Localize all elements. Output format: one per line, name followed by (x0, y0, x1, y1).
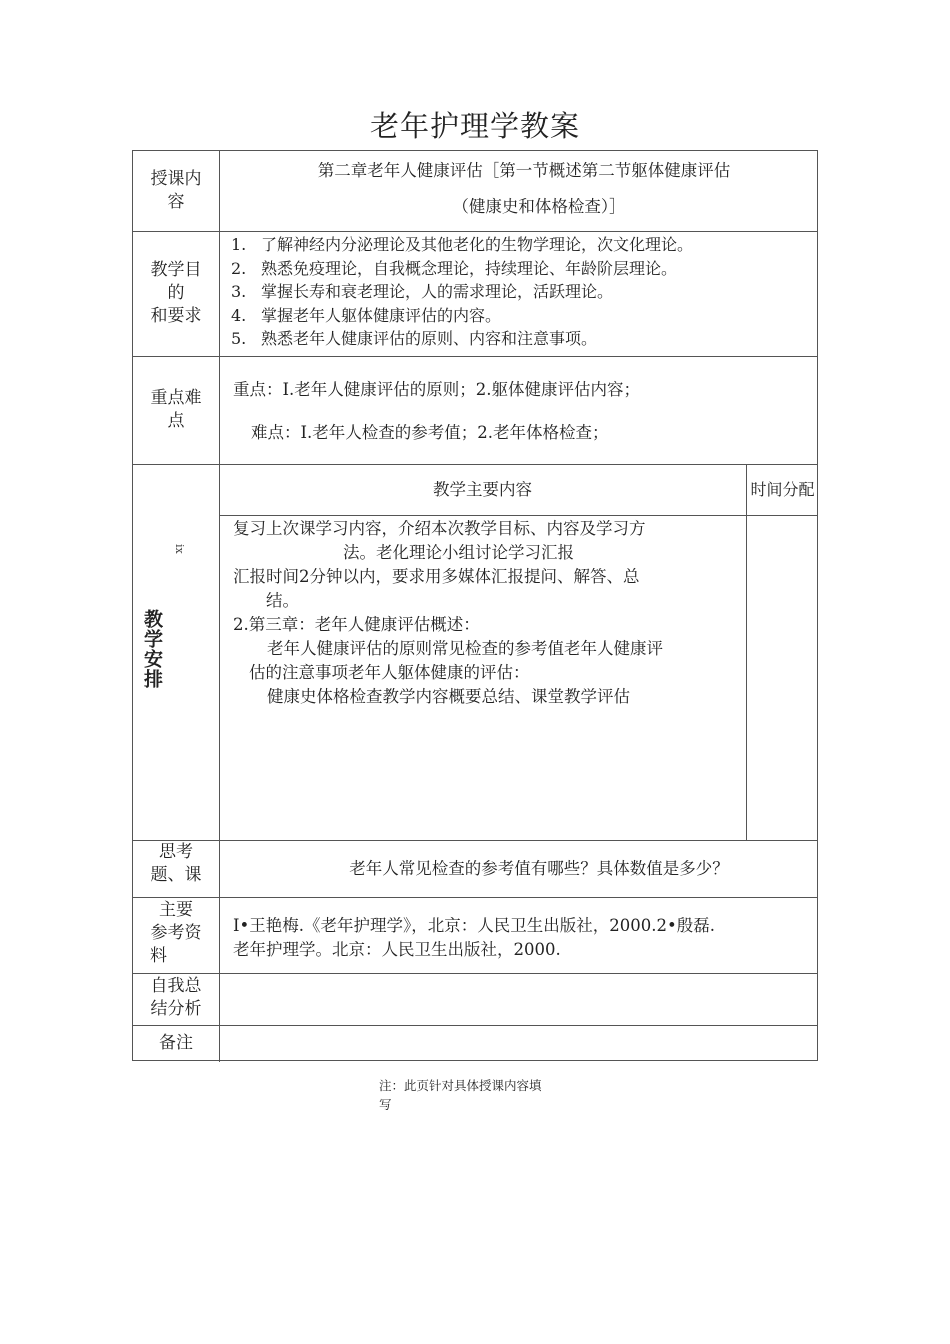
course-label-text: 授课内容 (150, 169, 202, 212)
self-summary-label-line-2: 结分析 (150, 999, 202, 1019)
arrangement-line: 汇报时间2分钟以内，要求用多媒体汇报提问、解答、总 (233, 567, 640, 586)
objective-text: 了解神经内分泌理论及其他老化的生物学理论，次文化理论。 (261, 235, 694, 254)
row-divider (133, 973, 817, 974)
objective-text: 掌握老年人躯体健康评估的内容。 (261, 305, 502, 325)
arrangement-line: 结。 (266, 591, 299, 610)
reference-line-2: 老年护理学。北京：人民卫生出版社，2000. (233, 940, 561, 959)
homework-question-text: 老年人常见检查的参考值有哪些？具体数值是多少？ (349, 858, 729, 878)
arrangement-line: 估的注意事项老年人躯体健康的评估： (249, 663, 530, 682)
time-header (746, 464, 819, 515)
objectives-label (133, 231, 219, 356)
references-label-line-2: 参考资 (150, 923, 202, 943)
row-divider (133, 897, 817, 898)
self-summary-label (133, 974, 219, 1025)
key-points-label (133, 356, 219, 464)
row-divider (133, 356, 817, 357)
time-column-divider (746, 464, 747, 840)
references-label-line-1: 主要 (159, 900, 193, 920)
footnote (379, 1076, 579, 1114)
objective-text: 掌握长寿和衰老理论，人的需求理论，活跃理论。 (261, 282, 614, 301)
course-line-2: （健康史和体格检查）］ (452, 197, 626, 216)
remarks-label-text: 备注 (159, 1032, 193, 1053)
references-label (133, 898, 219, 973)
row-divider (133, 1025, 817, 1026)
arrangement-label (133, 464, 219, 840)
row-divider (219, 515, 817, 516)
arrangement-line: 老年人健康评估的原则常见检查的参考值老年人健康评 (267, 639, 663, 658)
objective-number: 4. (231, 305, 247, 325)
homework-label (133, 840, 219, 897)
objective-number: 5. (231, 329, 247, 348)
arrangement-line: 法。老化理论小组讨论学习汇报 (343, 543, 574, 562)
objective-item (231, 280, 811, 304)
homework-question (219, 840, 819, 897)
arrangement-mark: ix (173, 544, 186, 554)
arrangement-line: 复习上次课学习内容，介绍本次教学目标、内容及学习方 (233, 519, 646, 538)
objective-text: 熟悉免疫理论，自我概念理论，持续理论、年龄阶层理论。 (261, 258, 678, 278)
objective-number: 1. (231, 235, 247, 254)
reference-line-1: I•王艳梅.《老年护理学》，北京：人民卫生出版社，2000.2•殷磊. (233, 916, 715, 935)
references-content (233, 914, 813, 962)
objective-number: 2. (231, 258, 247, 278)
objective-number: 3. (231, 282, 247, 301)
arrangement-line: 2.第三章：老年人健康评估概述： (233, 615, 480, 634)
objectives-label-line-2: 的 (167, 283, 185, 303)
row-divider (133, 231, 817, 232)
document-title: 老年护理学教案 (369, 109, 580, 143)
objectives-label-line-3: 和要求 (150, 306, 202, 326)
key-points-focus: 重点：I.老年人健康评估的原则；2.躯体健康评估内容； (233, 380, 641, 399)
lesson-plan-table (132, 150, 818, 1061)
objectives-label-line-1: 教学目 (150, 260, 202, 280)
course-content (219, 159, 819, 219)
objective-text: 熟悉老年人健康评估的原则、内容和注意事项。 (261, 329, 598, 348)
footnote-line-1: 注：此页针对具体授课内容填 (379, 1078, 542, 1093)
label-column-divider (219, 151, 220, 1062)
objective-item (231, 304, 811, 328)
references-label-line-3: 料 (150, 946, 167, 966)
homework-label-line-1: 思考 (159, 842, 193, 862)
time-header-text: 时间分配 (750, 480, 815, 499)
course-line-1: 第二章老年人健康评估［第一节概述第二节躯体健康评估 (317, 161, 731, 180)
footnote-line-2: 写 (379, 1097, 392, 1112)
self-summary-label-line-1: 自我总 (150, 976, 202, 996)
key-points-difficulty: 难点：I.老年人检查的参考值；2.老年体格检查； (251, 423, 609, 442)
content-header (219, 464, 746, 515)
course-label (133, 151, 219, 231)
content-header-text: 教学主要内容 (433, 479, 532, 499)
key-points-label-text: 重点难点 (150, 388, 202, 431)
objective-item (231, 257, 811, 281)
arrangement-label-text: 教学安排 (141, 609, 163, 689)
objectives-list (231, 233, 811, 351)
objective-item (231, 233, 811, 257)
homework-label-line-2: 题、课 (150, 865, 202, 885)
remarks-label (133, 1025, 219, 1061)
objective-item (231, 327, 811, 351)
arrangement-content (233, 517, 743, 709)
arrangement-line: 健康史体格检查教学内容概要总结、课堂教学评估 (267, 687, 630, 706)
